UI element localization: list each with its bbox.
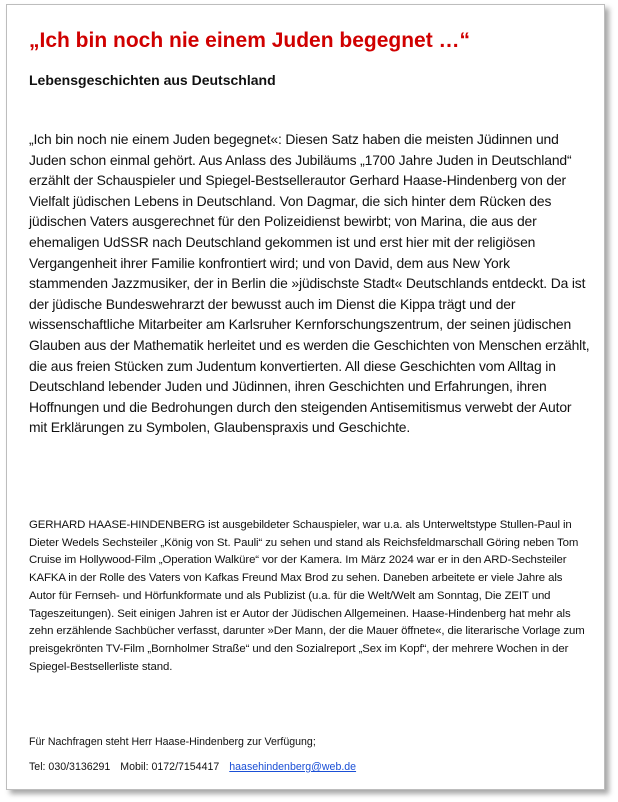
email-link[interactable]: haasehindenberg@web.de [229, 761, 357, 773]
intro-paragraph: „Ich bin noch nie einem Juden begegnet«: Diesen Satz haben die meisten Jüdinnen und Juden schon einmal gehört. Aus Anlass des Jubiläums „1700 Jahre Juden in Deutschland“ erzählt der Schauspieler und Spiegel-Bestsellerautor Gerhard Haase-Hindenberg von der Vielfalt jüdischen Lebens in Deutschland. Von Dagmar, die sich hinter dem Rücken des jüdischen Vaters ausgerechnet für den Polizeidienst bewirbt; von Marina, die aus der ehemaligen UdSSR nach Deutschland gekommen ist und erst hier mit der religiösen Vergangenheit ihrer Familie konfrontiert wird; und von David, dem aus New York stammenden Jazzmusiker, der in Berlin die »jüdischste Stadt« Deutschlands entdeckt. Da ist der jüdische Bundeswehrarzt der bewusst auch im Dienst die Kippa trägt und der wissenschaftliche Mitarbeiter am Karlsruher Kernforschungszentrum, der seinen jüdischen Glauben aus der Mathematik herleitet und es werden die Geschichten von Menschen erzählt, die aus freien Stücken zum Judentum konvertierten. All diese Geschichten vom Alltag in Deutschland lebender Juden und Jüdinnen, ihren Geschichten und Erfahrungen, ihren Hoffnungen und die Bedrohungen durch den steigenden Antisemitismus verwebt der Autor mit Erklärungen zu Symbolen, Glaubenspraxis und Geschichte. [29, 131, 590, 436]
author-bio-paragraph: GERHARD HAASE-HINDENBERG ist ausgebildeter Schauspieler, war u.a. als Unterweltstype Stullen-Paul in Dieter Wedels Sechsteiler „König von St. Pauli“ zu sehen und stand als Reichsfeldmarschall Göring neben Tom Cruise im Hollywood-Film „Operation Walküre“ vor der Kamera. Im März 2024 war er in den ARD-Sechsteiler KAFKA in der Rolle des Vaters von Kafkas Freund Max Brod zu sehen. Daneben arbeitete er viele Jahre als Autor für Fernseh- und Hörfunkformate und als Publizist (u.a. für die Welt/Welt am Sonntag, Die ZEIT und Tageszeitungen). Seit einigen Jahren ist er Autor der Jüdischen Allgemeinen. Haase-Hindenberg hat mehr als zehn erzählende Sachbücher verfasst, darunter »Der Mann, der die Mauer öffnete«, die literarische Vorlage zum preisgekrönten TV-Film „Bornholmer Straße“ und den Sozialreport „Sex im Kopf“, der mehrere Wochen in der Spiegel-Bestsellerliste stand. [29, 519, 585, 673]
contact-line [29, 761, 356, 773]
phone-number: Tel: 030/3136291 [29, 761, 111, 773]
document-title: „Ich bin noch nie einem Juden begegnet …“ [29, 29, 471, 52]
document-subtitle: Lebensgeschichten aus Deutschland [29, 72, 276, 88]
contact-note: Für Nachfragen steht Herr Haase-Hindenberg zur Verfügung; [29, 736, 316, 748]
document-page [6, 4, 605, 790]
mobile-number: Mobil: 0172/7154417 [120, 761, 220, 773]
